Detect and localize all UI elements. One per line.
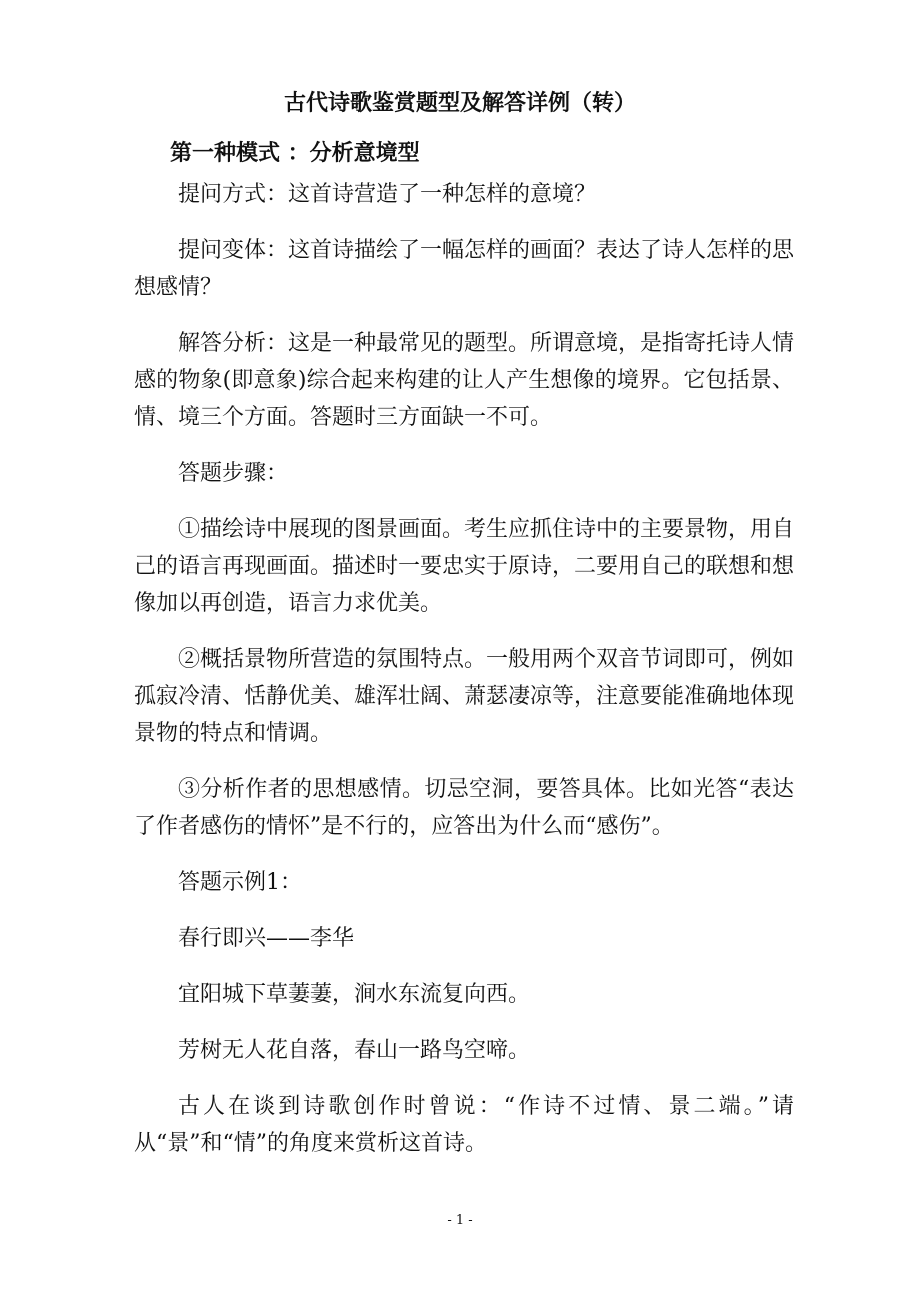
paragraph-question-method: 提问方式：这首诗营造了一种怎样的意境？ xyxy=(178,182,597,207)
paragraph-steps-label: 答题步骤： xyxy=(178,461,289,486)
paragraph-example-label: 答题示例1： xyxy=(178,870,302,895)
document-body xyxy=(134,176,794,1181)
document-title: 古代诗歌鉴赏题型及解答详例（转） xyxy=(283,90,636,116)
paragraph-step-3: ③分析作者的思想感情。切忌空洞，要答具体。比如光答“表达了作者感伤的情怀”是不行的，应答出为什么而“感伤”。 xyxy=(134,777,794,839)
paragraph-question-variant: 提问变体：这首诗描绘了一幅怎样的画面？表达了诗人怎样的思想感情？ xyxy=(134,238,795,300)
paragraph-step-1: ①描绘诗中展现的图景画面。考生应抓住诗中的主要景物，用自己的语言再现画面。描述时一要忠实于原诗，二要用自己的联想和想像加以再创造，语言力求优美。 xyxy=(134,517,795,616)
section-heading: 第一种模式 ：分析意境型 xyxy=(170,140,420,166)
paragraph-step-2: ②概括景物所营造的氛围特点。一般用两个双音节词即可，例如孤寂冷清、恬静优美、雄浑壮阔、萧瑟凄凉等，注意要能准确地体现景物的特点和情调。 xyxy=(134,647,795,746)
poem-title: 春行即兴——李华 xyxy=(178,926,355,951)
paragraph-analysis: 解答分析：这是一种最常见的题型。所谓意境，是指寄托诗人情感的物象(即意象)综合起来构建的让人产生想像的境界。它包括景、情、境三个方面。答题时三方面缺一不可。 xyxy=(134,331,795,430)
poem-line-1: 宜阳城下草萋萋，涧水东流复向西。 xyxy=(178,982,531,1007)
page-number: - 1 - xyxy=(447,1213,473,1228)
poem-line-2: 芳树无人花自落，春山一路鸟空啼。 xyxy=(178,1038,531,1063)
paragraph-question: 古人在谈到诗歌创作时曾说：“作诗不过情、景二端。”请从“景”和“情”的角度来赏析这首诗。 xyxy=(134,1094,794,1156)
